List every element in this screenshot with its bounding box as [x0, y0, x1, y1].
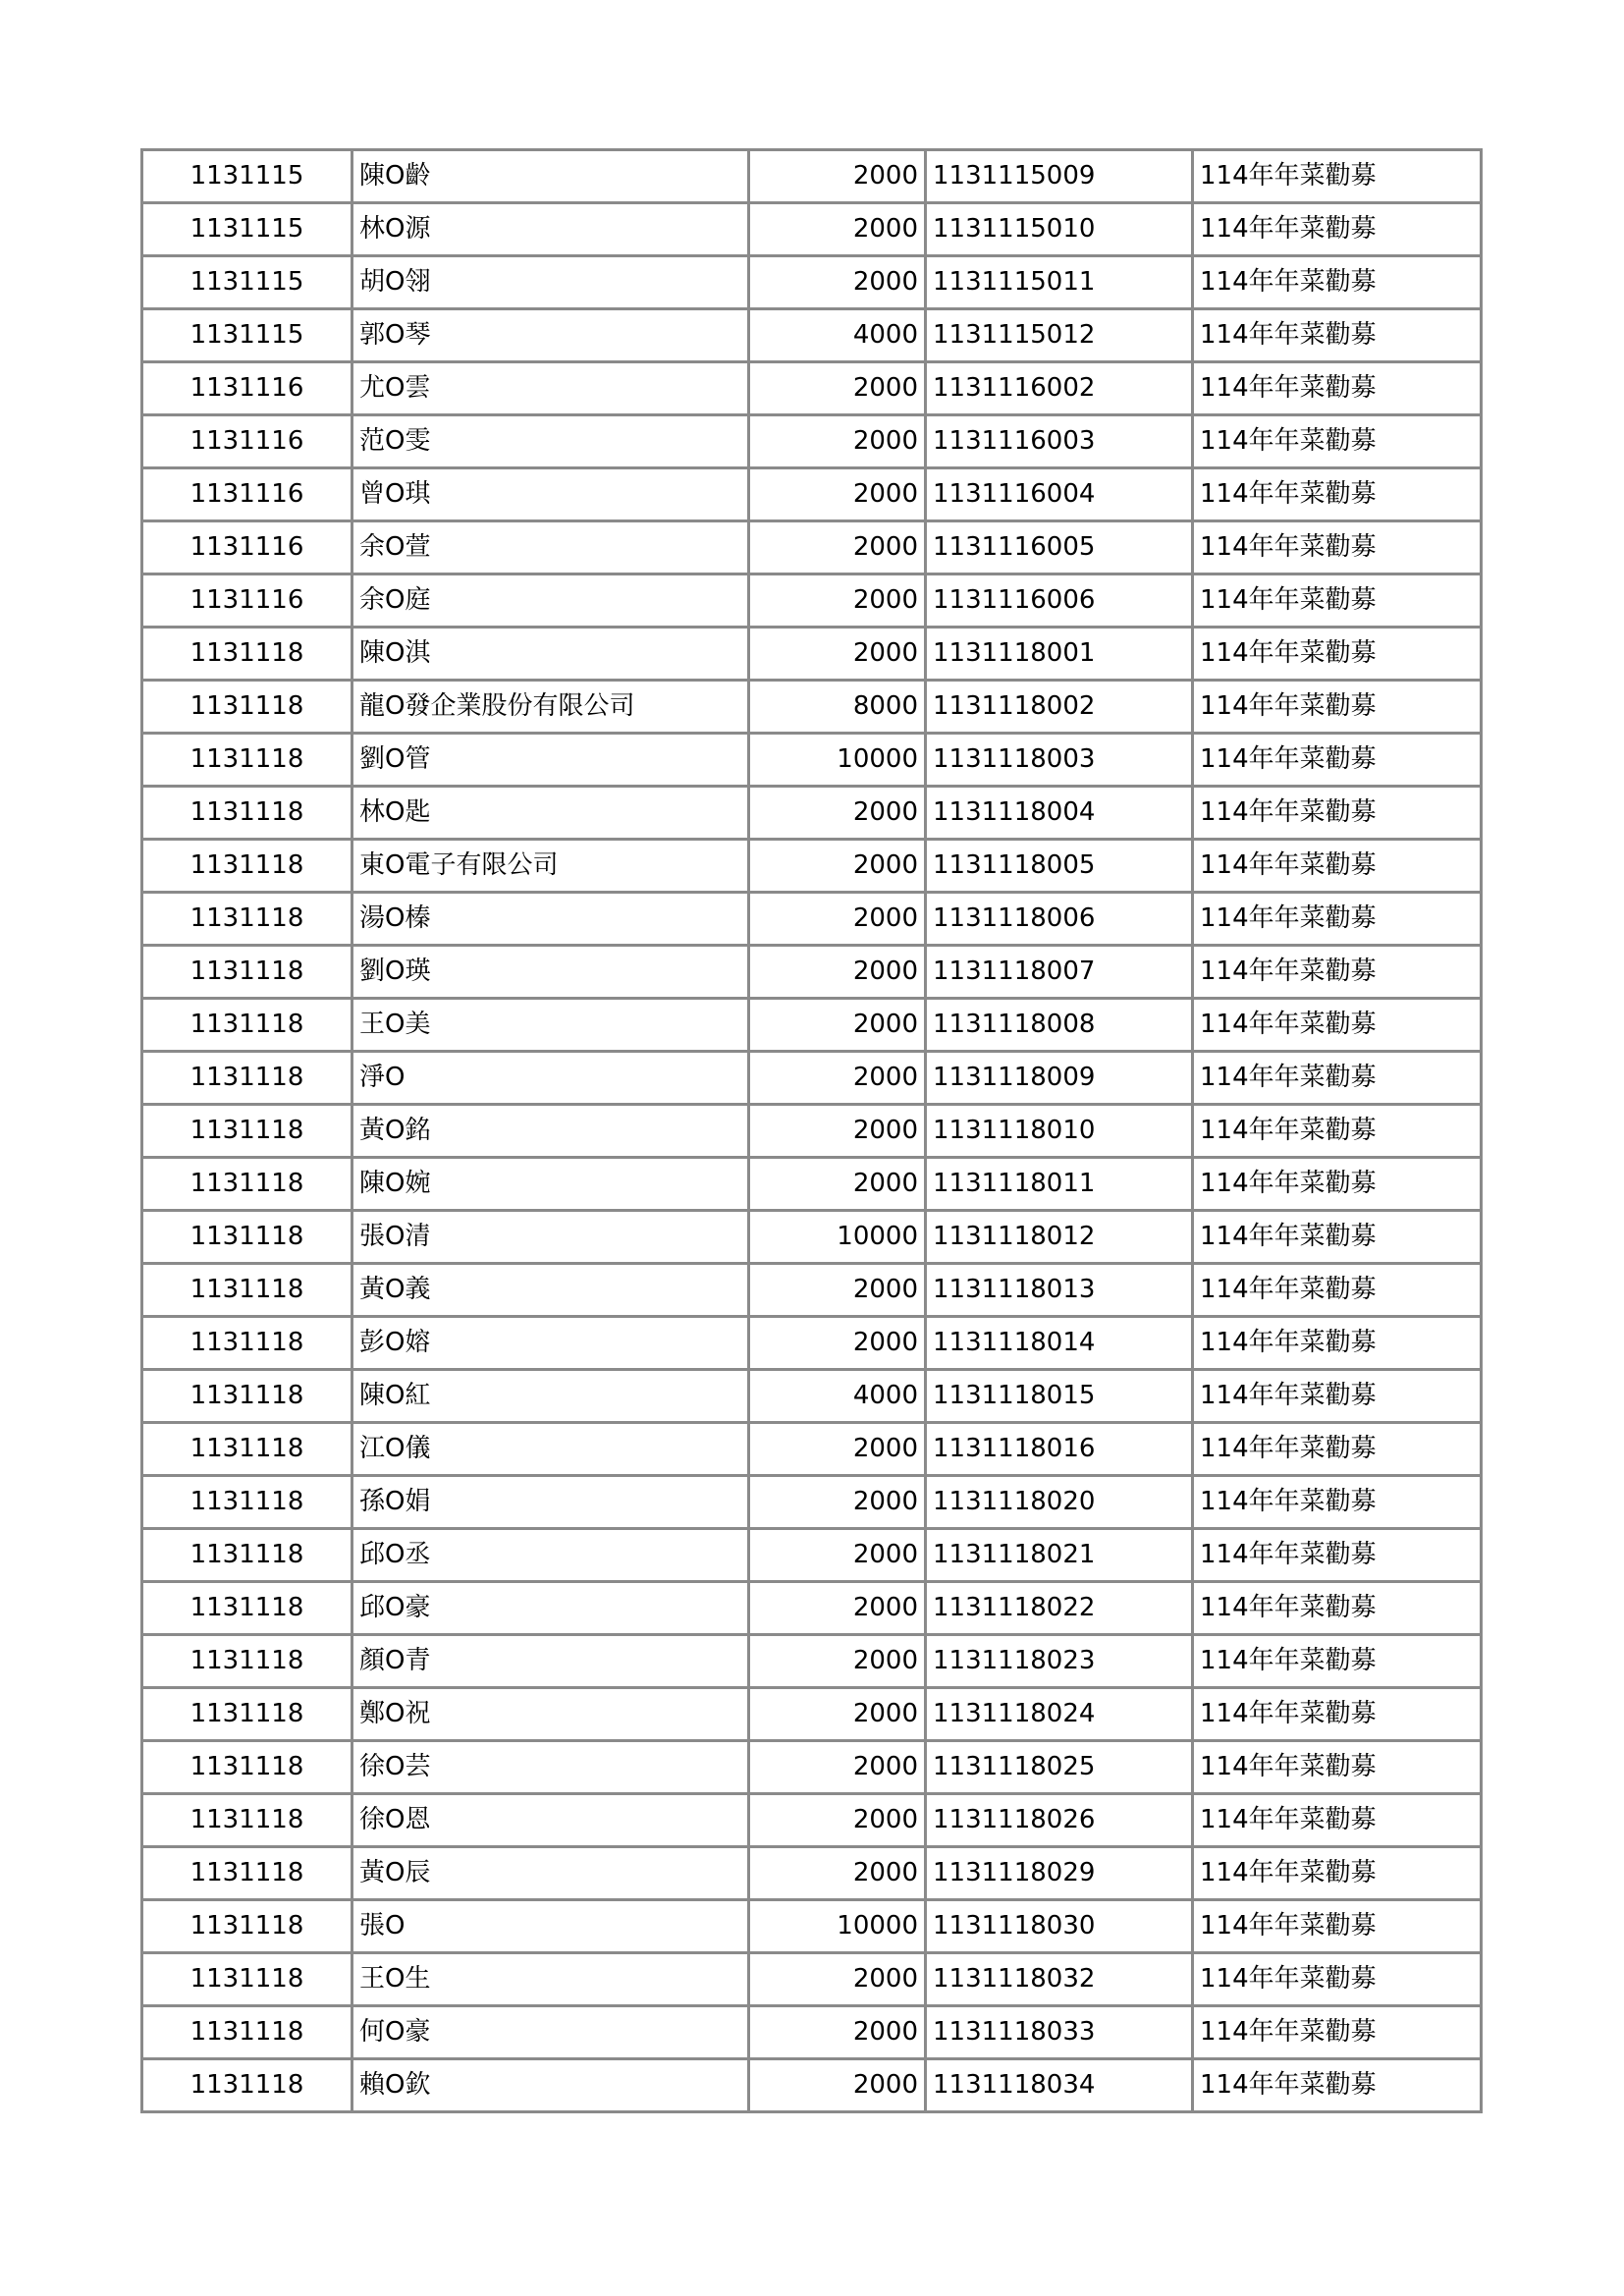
receipt-number-cell: 1131118024 [926, 1688, 1193, 1741]
donor-name-cell: 陳O紅 [352, 1370, 749, 1423]
table-row [142, 521, 1482, 574]
donor-name-cell: 邱O丞 [352, 1529, 749, 1582]
date-cell: 1131115 [142, 256, 352, 309]
amount-cell: 2000 [749, 1635, 926, 1688]
table-row [142, 2006, 1482, 2059]
table-row [142, 574, 1482, 628]
date-cell: 1131118 [142, 787, 352, 840]
date-cell: 1131116 [142, 362, 352, 415]
purpose-cell: 114年年菜勸募 [1193, 362, 1482, 415]
date-cell: 1131118 [142, 1264, 352, 1317]
donor-name-cell: 王O美 [352, 999, 749, 1052]
purpose-cell: 114年年菜勸募 [1193, 1211, 1482, 1264]
donor-name-cell: 范O雯 [352, 415, 749, 468]
purpose-cell: 114年年菜勸募 [1193, 1317, 1482, 1370]
donation-table-body [142, 150, 1482, 2112]
date-cell: 1131118 [142, 893, 352, 946]
receipt-number-cell: 1131116004 [926, 468, 1193, 521]
receipt-number-cell: 1131118012 [926, 1211, 1193, 1264]
purpose-cell: 114年年菜勸募 [1193, 1847, 1482, 1900]
purpose-cell: 114年年菜勸募 [1193, 521, 1482, 574]
purpose-cell: 114年年菜勸募 [1193, 1953, 1482, 2006]
amount-cell: 2000 [749, 1953, 926, 2006]
donor-name-cell: 胡O翎 [352, 256, 749, 309]
table-row [142, 1953, 1482, 2006]
purpose-cell: 114年年菜勸募 [1193, 893, 1482, 946]
table-row [142, 1582, 1482, 1635]
table-row [142, 150, 1482, 203]
amount-cell: 2000 [749, 1264, 926, 1317]
date-cell: 1131116 [142, 468, 352, 521]
amount-cell: 2000 [749, 415, 926, 468]
amount-cell: 2000 [749, 521, 926, 574]
table-row [142, 2059, 1482, 2112]
date-cell: 1131118 [142, 1794, 352, 1847]
purpose-cell: 114年年菜勸募 [1193, 256, 1482, 309]
date-cell: 1131118 [142, 681, 352, 734]
receipt-number-cell: 1131118014 [926, 1317, 1193, 1370]
table-row [142, 1105, 1482, 1158]
purpose-cell: 114年年菜勸募 [1193, 1052, 1482, 1105]
purpose-cell: 114年年菜勸募 [1193, 1741, 1482, 1794]
table-row [142, 256, 1482, 309]
purpose-cell: 114年年菜勸募 [1193, 1529, 1482, 1582]
purpose-cell: 114年年菜勸募 [1193, 1900, 1482, 1953]
amount-cell: 4000 [749, 309, 926, 362]
amount-cell: 2000 [749, 1741, 926, 1794]
amount-cell: 2000 [749, 1105, 926, 1158]
donor-name-cell: 黃O義 [352, 1264, 749, 1317]
receipt-number-cell: 1131118025 [926, 1741, 1193, 1794]
donor-name-cell: 尤O雲 [352, 362, 749, 415]
purpose-cell: 114年年菜勸募 [1193, 150, 1482, 203]
table-row [142, 681, 1482, 734]
amount-cell: 8000 [749, 681, 926, 734]
donor-name-cell: 余O萱 [352, 521, 749, 574]
date-cell: 1131118 [142, 1105, 352, 1158]
amount-cell: 2000 [749, 574, 926, 628]
date-cell: 1131118 [142, 1953, 352, 2006]
amount-cell: 2000 [749, 1052, 926, 1105]
amount-cell: 2000 [749, 2059, 926, 2112]
donor-name-cell: 何O豪 [352, 2006, 749, 2059]
date-cell: 1131118 [142, 1476, 352, 1529]
donor-name-cell: 徐O恩 [352, 1794, 749, 1847]
amount-cell: 2000 [749, 1688, 926, 1741]
amount-cell: 10000 [749, 734, 926, 787]
purpose-cell: 114年年菜勸募 [1193, 999, 1482, 1052]
table-row [142, 734, 1482, 787]
date-cell: 1131118 [142, 1211, 352, 1264]
purpose-cell: 114年年菜勸募 [1193, 1423, 1482, 1476]
donor-name-cell: 淨O [352, 1052, 749, 1105]
amount-cell: 10000 [749, 1900, 926, 1953]
receipt-number-cell: 1131118005 [926, 840, 1193, 893]
receipt-number-cell: 1131118003 [926, 734, 1193, 787]
receipt-number-cell: 1131118021 [926, 1529, 1193, 1582]
date-cell: 1131118 [142, 1423, 352, 1476]
donor-name-cell: 黃O銘 [352, 1105, 749, 1158]
donor-name-cell: 徐O芸 [352, 1741, 749, 1794]
receipt-number-cell: 1131118013 [926, 1264, 1193, 1317]
amount-cell: 2000 [749, 150, 926, 203]
amount-cell: 2000 [749, 1158, 926, 1211]
donor-name-cell: 張O清 [352, 1211, 749, 1264]
receipt-number-cell: 1131118007 [926, 946, 1193, 999]
date-cell: 1131118 [142, 1741, 352, 1794]
purpose-cell: 114年年菜勸募 [1193, 1582, 1482, 1635]
amount-cell: 2000 [749, 999, 926, 1052]
donor-name-cell: 曾O琪 [352, 468, 749, 521]
donor-name-cell: 顏O青 [352, 1635, 749, 1688]
donor-name-cell: 孫O娟 [352, 1476, 749, 1529]
table-row [142, 1847, 1482, 1900]
amount-cell: 2000 [749, 1794, 926, 1847]
amount-cell: 2000 [749, 2006, 926, 2059]
table-row [142, 1794, 1482, 1847]
date-cell: 1131118 [142, 1635, 352, 1688]
receipt-number-cell: 1131118008 [926, 999, 1193, 1052]
date-cell: 1131118 [142, 999, 352, 1052]
purpose-cell: 114年年菜勸募 [1193, 787, 1482, 840]
receipt-number-cell: 1131115011 [926, 256, 1193, 309]
date-cell: 1131118 [142, 1317, 352, 1370]
amount-cell: 2000 [749, 1423, 926, 1476]
table-row [142, 1158, 1482, 1211]
donor-name-cell: 江O儀 [352, 1423, 749, 1476]
table-row [142, 999, 1482, 1052]
amount-cell: 2000 [749, 893, 926, 946]
receipt-number-cell: 1131118030 [926, 1900, 1193, 1953]
receipt-number-cell: 1131115009 [926, 150, 1193, 203]
receipt-number-cell: 1131118015 [926, 1370, 1193, 1423]
table-row [142, 1900, 1482, 1953]
amount-cell: 2000 [749, 946, 926, 999]
receipt-number-cell: 1131115010 [926, 203, 1193, 256]
purpose-cell: 114年年菜勸募 [1193, 203, 1482, 256]
donation-table [140, 148, 1483, 2113]
date-cell: 1131115 [142, 203, 352, 256]
receipt-number-cell: 1131118022 [926, 1582, 1193, 1635]
date-cell: 1131118 [142, 1370, 352, 1423]
table-row [142, 362, 1482, 415]
amount-cell: 2000 [749, 787, 926, 840]
receipt-number-cell: 1131118006 [926, 893, 1193, 946]
table-row [142, 1264, 1482, 1317]
amount-cell: 2000 [749, 840, 926, 893]
purpose-cell: 114年年菜勸募 [1193, 309, 1482, 362]
receipt-number-cell: 1131118020 [926, 1476, 1193, 1529]
amount-cell: 2000 [749, 628, 926, 681]
table-row [142, 415, 1482, 468]
table-row [142, 946, 1482, 999]
date-cell: 1131118 [142, 734, 352, 787]
amount-cell: 2000 [749, 203, 926, 256]
receipt-number-cell: 1131118034 [926, 2059, 1193, 2112]
date-cell: 1131116 [142, 521, 352, 574]
amount-cell: 2000 [749, 1476, 926, 1529]
amount-cell: 2000 [749, 1847, 926, 1900]
donor-name-cell: 張O [352, 1900, 749, 1953]
table-row [142, 840, 1482, 893]
table-row [142, 1317, 1482, 1370]
receipt-number-cell: 1131118001 [926, 628, 1193, 681]
date-cell: 1131118 [142, 1158, 352, 1211]
donor-name-cell: 鄭O祝 [352, 1688, 749, 1741]
receipt-number-cell: 1131116003 [926, 415, 1193, 468]
donor-name-cell: 陳O齡 [352, 150, 749, 203]
donor-name-cell: 賴O欽 [352, 2059, 749, 2112]
amount-cell: 2000 [749, 468, 926, 521]
table-row [142, 628, 1482, 681]
date-cell: 1131118 [142, 1847, 352, 1900]
purpose-cell: 114年年菜勸募 [1193, 628, 1482, 681]
receipt-number-cell: 1131116006 [926, 574, 1193, 628]
purpose-cell: 114年年菜勸募 [1193, 1105, 1482, 1158]
donor-name-cell: 陳O婉 [352, 1158, 749, 1211]
amount-cell: 2000 [749, 362, 926, 415]
receipt-number-cell: 1131118009 [926, 1052, 1193, 1105]
receipt-number-cell: 1131118026 [926, 1794, 1193, 1847]
amount-cell: 2000 [749, 256, 926, 309]
date-cell: 1131118 [142, 1688, 352, 1741]
table-row [142, 1476, 1482, 1529]
donor-name-cell: 黃O辰 [352, 1847, 749, 1900]
purpose-cell: 114年年菜勸募 [1193, 734, 1482, 787]
purpose-cell: 114年年菜勸募 [1193, 2006, 1482, 2059]
amount-cell: 10000 [749, 1211, 926, 1264]
table-row [142, 309, 1482, 362]
purpose-cell: 114年年菜勸募 [1193, 1264, 1482, 1317]
table-row [142, 468, 1482, 521]
table-row [142, 203, 1482, 256]
amount-cell: 2000 [749, 1582, 926, 1635]
donor-name-cell: 劉O瑛 [352, 946, 749, 999]
purpose-cell: 114年年菜勸募 [1193, 946, 1482, 999]
receipt-number-cell: 1131118010 [926, 1105, 1193, 1158]
donor-name-cell: 陳O淇 [352, 628, 749, 681]
date-cell: 1131116 [142, 574, 352, 628]
donor-name-cell: 余O庭 [352, 574, 749, 628]
table-row [142, 1741, 1482, 1794]
date-cell: 1131118 [142, 1529, 352, 1582]
table-row [142, 1688, 1482, 1741]
donor-name-cell: 邱O豪 [352, 1582, 749, 1635]
table-row [142, 1370, 1482, 1423]
table-row [142, 787, 1482, 840]
date-cell: 1131115 [142, 309, 352, 362]
purpose-cell: 114年年菜勸募 [1193, 1476, 1482, 1529]
receipt-number-cell: 1131118032 [926, 1953, 1193, 2006]
date-cell: 1131115 [142, 150, 352, 203]
amount-cell: 2000 [749, 1529, 926, 1582]
date-cell: 1131116 [142, 415, 352, 468]
receipt-number-cell: 1131116002 [926, 362, 1193, 415]
receipt-number-cell: 1131118029 [926, 1847, 1193, 1900]
date-cell: 1131118 [142, 946, 352, 999]
date-cell: 1131118 [142, 1582, 352, 1635]
date-cell: 1131118 [142, 2059, 352, 2112]
receipt-number-cell: 1131118033 [926, 2006, 1193, 2059]
table-row [142, 1423, 1482, 1476]
table-row [142, 1211, 1482, 1264]
donor-name-cell: 林O源 [352, 203, 749, 256]
table-row [142, 1529, 1482, 1582]
donor-name-cell: 龍O發企業股份有限公司 [352, 681, 749, 734]
purpose-cell: 114年年菜勸募 [1193, 1688, 1482, 1741]
donor-name-cell: 林O匙 [352, 787, 749, 840]
receipt-number-cell: 1131118004 [926, 787, 1193, 840]
purpose-cell: 114年年菜勸募 [1193, 468, 1482, 521]
date-cell: 1131118 [142, 1052, 352, 1105]
receipt-number-cell: 1131118023 [926, 1635, 1193, 1688]
receipt-number-cell: 1131115012 [926, 309, 1193, 362]
table-row [142, 893, 1482, 946]
purpose-cell: 114年年菜勸募 [1193, 415, 1482, 468]
table-row [142, 1635, 1482, 1688]
donor-name-cell: 劉O管 [352, 734, 749, 787]
purpose-cell: 114年年菜勸募 [1193, 1158, 1482, 1211]
receipt-number-cell: 1131118002 [926, 681, 1193, 734]
purpose-cell: 114年年菜勸募 [1193, 1635, 1482, 1688]
date-cell: 1131118 [142, 840, 352, 893]
date-cell: 1131118 [142, 2006, 352, 2059]
purpose-cell: 114年年菜勸募 [1193, 1794, 1482, 1847]
purpose-cell: 114年年菜勸募 [1193, 840, 1482, 893]
donor-name-cell: 彭O嫆 [352, 1317, 749, 1370]
purpose-cell: 114年年菜勸募 [1193, 2059, 1482, 2112]
purpose-cell: 114年年菜勸募 [1193, 1370, 1482, 1423]
purpose-cell: 114年年菜勸募 [1193, 681, 1482, 734]
donor-name-cell: 郭O琴 [352, 309, 749, 362]
receipt-number-cell: 1131118016 [926, 1423, 1193, 1476]
donor-name-cell: 東O電子有限公司 [352, 840, 749, 893]
purpose-cell: 114年年菜勸募 [1193, 574, 1482, 628]
receipt-number-cell: 1131118011 [926, 1158, 1193, 1211]
donor-name-cell: 湯O榛 [352, 893, 749, 946]
donor-name-cell: 王O生 [352, 1953, 749, 2006]
amount-cell: 4000 [749, 1370, 926, 1423]
table-row [142, 1052, 1482, 1105]
date-cell: 1131118 [142, 628, 352, 681]
receipt-number-cell: 1131116005 [926, 521, 1193, 574]
date-cell: 1131118 [142, 1900, 352, 1953]
amount-cell: 2000 [749, 1317, 926, 1370]
